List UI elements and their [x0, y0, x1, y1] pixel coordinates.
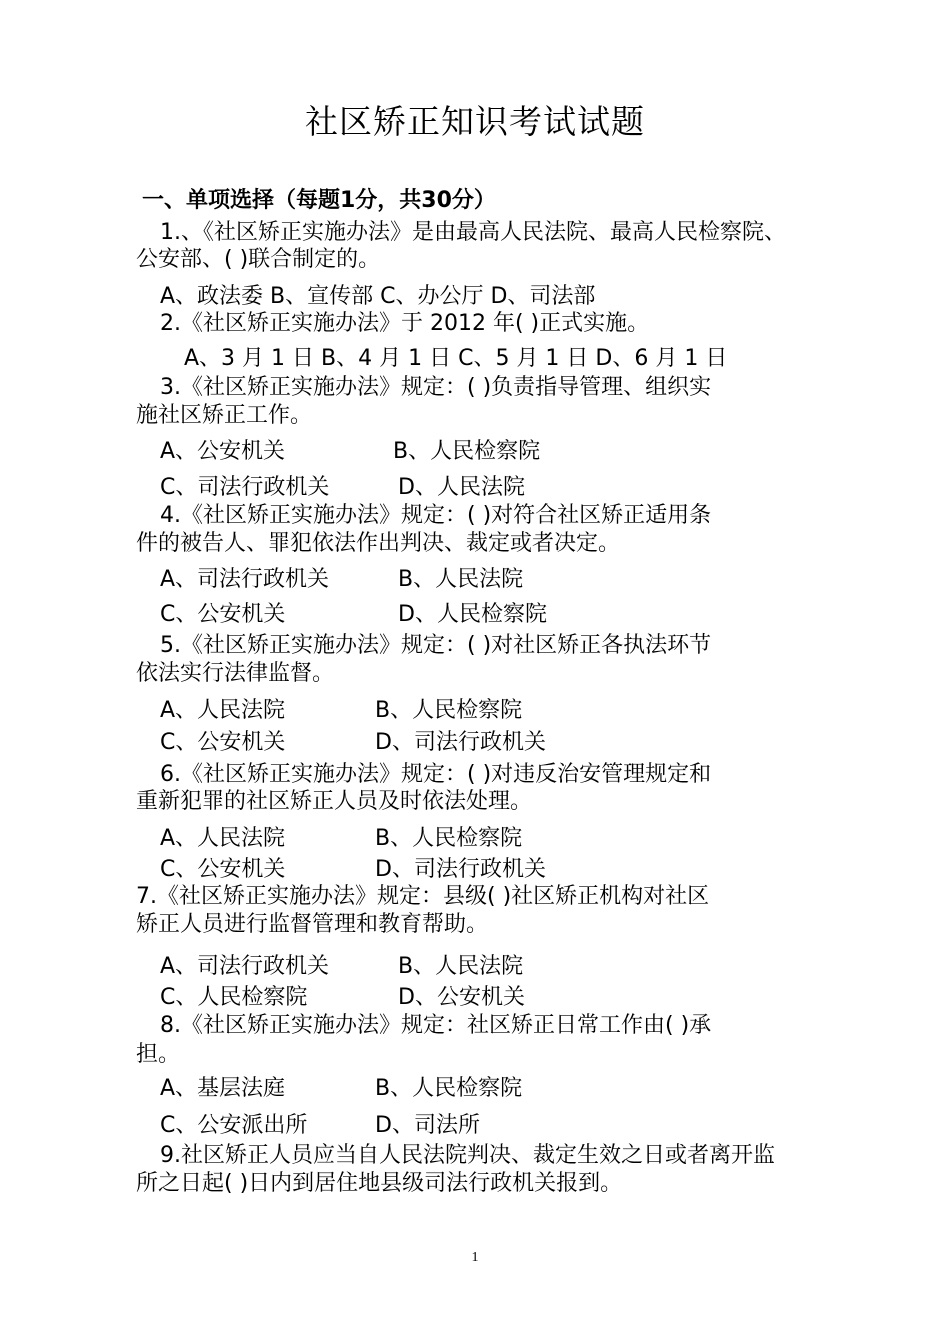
question-3-line-1: 3.《社区矫正实施办法》规定：( )负责指导管理、组织实 [160, 375, 712, 400]
question-7-line-1: 7.《社区矫正实施办法》规定：县级( )社区矫正机构对社区 [136, 884, 710, 909]
question-8-line-1: 8.《社区矫正实施办法》规定：社区矫正日常工作由( )承 [160, 1013, 712, 1038]
question-6-option-b: B、人民检察院 [375, 826, 523, 851]
question-7-option-a: A、司法行政机关 [160, 954, 330, 979]
question-6-option-d: D、司法行政机关 [375, 857, 546, 882]
question-7-option-d: D、公安机关 [398, 985, 525, 1010]
question-5-line-2: 依法实行法律监督。 [136, 661, 335, 686]
question-3-line-2: 施社区矫正工作。 [136, 403, 313, 428]
question-4-line-1: 4.《社区矫正实施办法》规定：( )对符合社区矫正适用条 [160, 503, 712, 528]
question-4-option-c: C、公安机关 [160, 602, 286, 627]
question-5-line-1: 5.《社区矫正实施办法》规定：( )对社区矫正各执法环节 [160, 633, 712, 658]
question-5-option-b: B、人民检察院 [375, 698, 523, 723]
question-8-line-2: 担。 [136, 1042, 181, 1067]
question-6-line-1: 6.《社区矫正实施办法》规定：( )对违反治安管理规定和 [160, 762, 712, 787]
question-5-option-c: C、公安机关 [160, 730, 286, 755]
question-4-line-2: 件的被告人、罪犯依法作出判决、裁定或者决定。 [136, 531, 621, 556]
question-7-option-c: C、人民检察院 [160, 985, 308, 1010]
question-8-option-d: D、司法所 [375, 1113, 480, 1138]
question-6-option-a: A、人民法院 [160, 826, 286, 851]
question-8-option-b: B、人民检察院 [375, 1076, 523, 1101]
question-4-option-d: D、人民检察院 [398, 602, 547, 627]
question-2-line-1: 2.《社区矫正实施办法》于 2012 年( )正式实施。 [160, 311, 650, 336]
question-3-option-c: C、司法行政机关 [160, 475, 330, 500]
question-8-option-a: A、基层法庭 [160, 1076, 286, 1101]
question-5-option-d: D、司法行政机关 [375, 730, 546, 755]
question-2-options: A、3 月 1 日 B、4 月 1 日 C、5 月 1 日 D、6 月 1 日 [184, 346, 728, 371]
page-number: 1 [471, 1250, 479, 1265]
question-3-option-b: B、人民检察院 [393, 439, 541, 464]
question-6-line-2: 重新犯罪的社区矫正人员及时依法处理。 [136, 789, 533, 814]
question-8-option-c: C、公安派出所 [160, 1113, 308, 1138]
question-9-line-1: 9.社区矫正人员应当自人民法院判决、裁定生效之日或者离开监 [160, 1143, 775, 1168]
question-5-option-a: A、人民法院 [160, 698, 286, 723]
question-3-option-d: D、人民法院 [398, 475, 525, 500]
question-7-option-b: B、人民法院 [398, 954, 524, 979]
section-heading: 一、单项选择（每题1分，共30分） [142, 188, 496, 213]
question-3-option-a: A、公安机关 [160, 439, 286, 464]
question-1-options: A、政法委 B、宣传部 C、办公厅 D、司法部 [160, 284, 596, 309]
document-title: 社区矫正知识考试试题 [305, 102, 645, 141]
question-1-line-2: 公安部、( )联合制定的。 [136, 247, 381, 272]
question-6-option-c: C、公安机关 [160, 857, 286, 882]
question-7-line-2: 矫正人员进行监督管理和教育帮助。 [136, 912, 489, 937]
question-4-option-b: B、人民法院 [398, 567, 524, 592]
question-4-option-a: A、司法行政机关 [160, 567, 330, 592]
question-1-line-1: 1.、《社区矫正实施办法》是由最高人民法院、最高人民检察院、 [160, 220, 786, 245]
question-9-line-2: 所之日起( )日内到居住地县级司法行政机关报到。 [136, 1171, 623, 1196]
